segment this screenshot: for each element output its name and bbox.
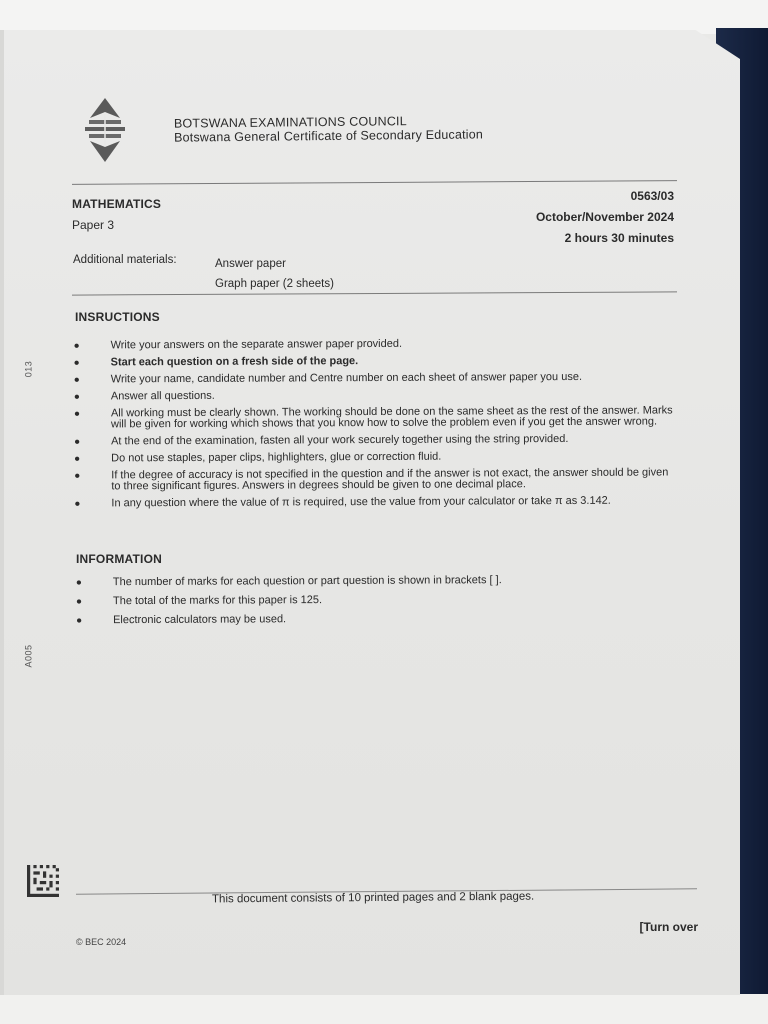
information-text: The total of the marks for this paper is 125. <box>112 594 323 608</box>
information-heading: INFORMATION <box>76 552 162 566</box>
instruction-item <box>74 467 674 492</box>
instruction-text: All working must be clearly shown. The working should be done on the same sheet as the rest of the answer. Marks will be given for working which shows that you know how to solve the problem even if you get the answer wrong. <box>110 404 673 431</box>
instruction-item <box>74 388 674 402</box>
instruction-item <box>74 337 674 351</box>
information-item <box>76 575 596 589</box>
instructions-list <box>74 337 675 515</box>
instruction-text: If the degree of accuracy is not specified in the question and if the answer is not exact, the answer should be given to three significant figures. Answers in degrees should be given to one decimal place. <box>111 466 669 493</box>
council-name: BOTSWANA EXAMINATIONS COUNCIL <box>173 114 407 131</box>
instruction-item <box>74 371 674 385</box>
instruction-text: Do not use staples, paper clips, highlighters, glue or correction fluid. <box>111 450 442 465</box>
subject-title: MATHEMATICS <box>72 197 162 211</box>
background-top <box>0 0 768 34</box>
instruction-text: Answer all questions. <box>110 389 215 403</box>
exam-details <box>536 186 674 249</box>
instructions-heading: INSRUCTIONS <box>75 310 160 324</box>
information-item <box>76 613 596 627</box>
information-text: The number of marks for each question or part question is shown in brackets [ ]. <box>112 574 502 589</box>
bullet-icon: ● <box>74 470 81 482</box>
bullet-icon: ● <box>73 408 81 420</box>
issuing-body <box>174 113 483 144</box>
copyright-notice: © BEC 2024 <box>76 937 127 947</box>
bullet-icon: ● <box>74 436 81 448</box>
instruction-text: Start each question on a fresh side of the page. <box>110 355 359 369</box>
instruction-item <box>74 433 674 447</box>
exam-session: October/November 2024 <box>535 210 674 224</box>
information-text: Electronic calculators may be used. <box>113 613 287 627</box>
materials-list <box>215 254 334 294</box>
paper-left-edge <box>0 30 4 995</box>
page-count-note: This document consists of 10 printed pages and 2 blank pages. <box>211 890 535 906</box>
side-code-top: 013 <box>23 360 34 378</box>
bullet-icon: ● <box>73 374 80 386</box>
materials-label: Additional materials: <box>73 254 177 266</box>
information-item <box>76 594 596 608</box>
instruction-item <box>74 450 674 464</box>
bullet-icon: ● <box>73 391 80 403</box>
turn-over-label: [Turn over <box>639 920 698 934</box>
bullet-icon: ● <box>75 577 82 589</box>
instruction-item <box>74 495 674 509</box>
instruction-text: Write your name, candidate number and Centre number on each sheet of answer paper you use. <box>110 370 583 386</box>
datamatrix-code-icon <box>26 865 60 897</box>
material-item: Answer paper <box>215 258 286 270</box>
material-item: Graph paper (2 sheets) <box>215 278 334 290</box>
instruction-text: Write your answers on the separate answer paper provided. <box>110 337 403 352</box>
bullet-icon: ● <box>75 596 83 608</box>
information-list <box>76 575 596 635</box>
instruction-text: At the end of the examination, fasten all your work securely together using the string provided. <box>111 432 569 448</box>
exam-duration: 2 hours 30 minutes <box>564 231 674 245</box>
bec-logo-icon <box>80 96 130 164</box>
instruction-item <box>74 354 674 368</box>
side-code-bottom: A005 <box>23 644 34 668</box>
bullet-icon: ● <box>74 453 81 465</box>
syllabus-code: 0563/03 <box>630 189 674 203</box>
bullet-icon: ● <box>73 357 80 369</box>
background-bottom <box>0 994 768 1024</box>
bullet-icon: ● <box>74 498 81 510</box>
bullet-icon: ● <box>76 615 83 627</box>
instruction-item <box>74 405 674 430</box>
certificate-name: Botswana General Certificate of Secondary Education <box>174 127 484 145</box>
instruction-text: In any question where the value of π is required, use the value from your calculator or take π as 3.142. <box>111 494 611 510</box>
bullet-icon: ● <box>73 340 80 352</box>
paper-number: Paper 3 <box>72 218 115 232</box>
